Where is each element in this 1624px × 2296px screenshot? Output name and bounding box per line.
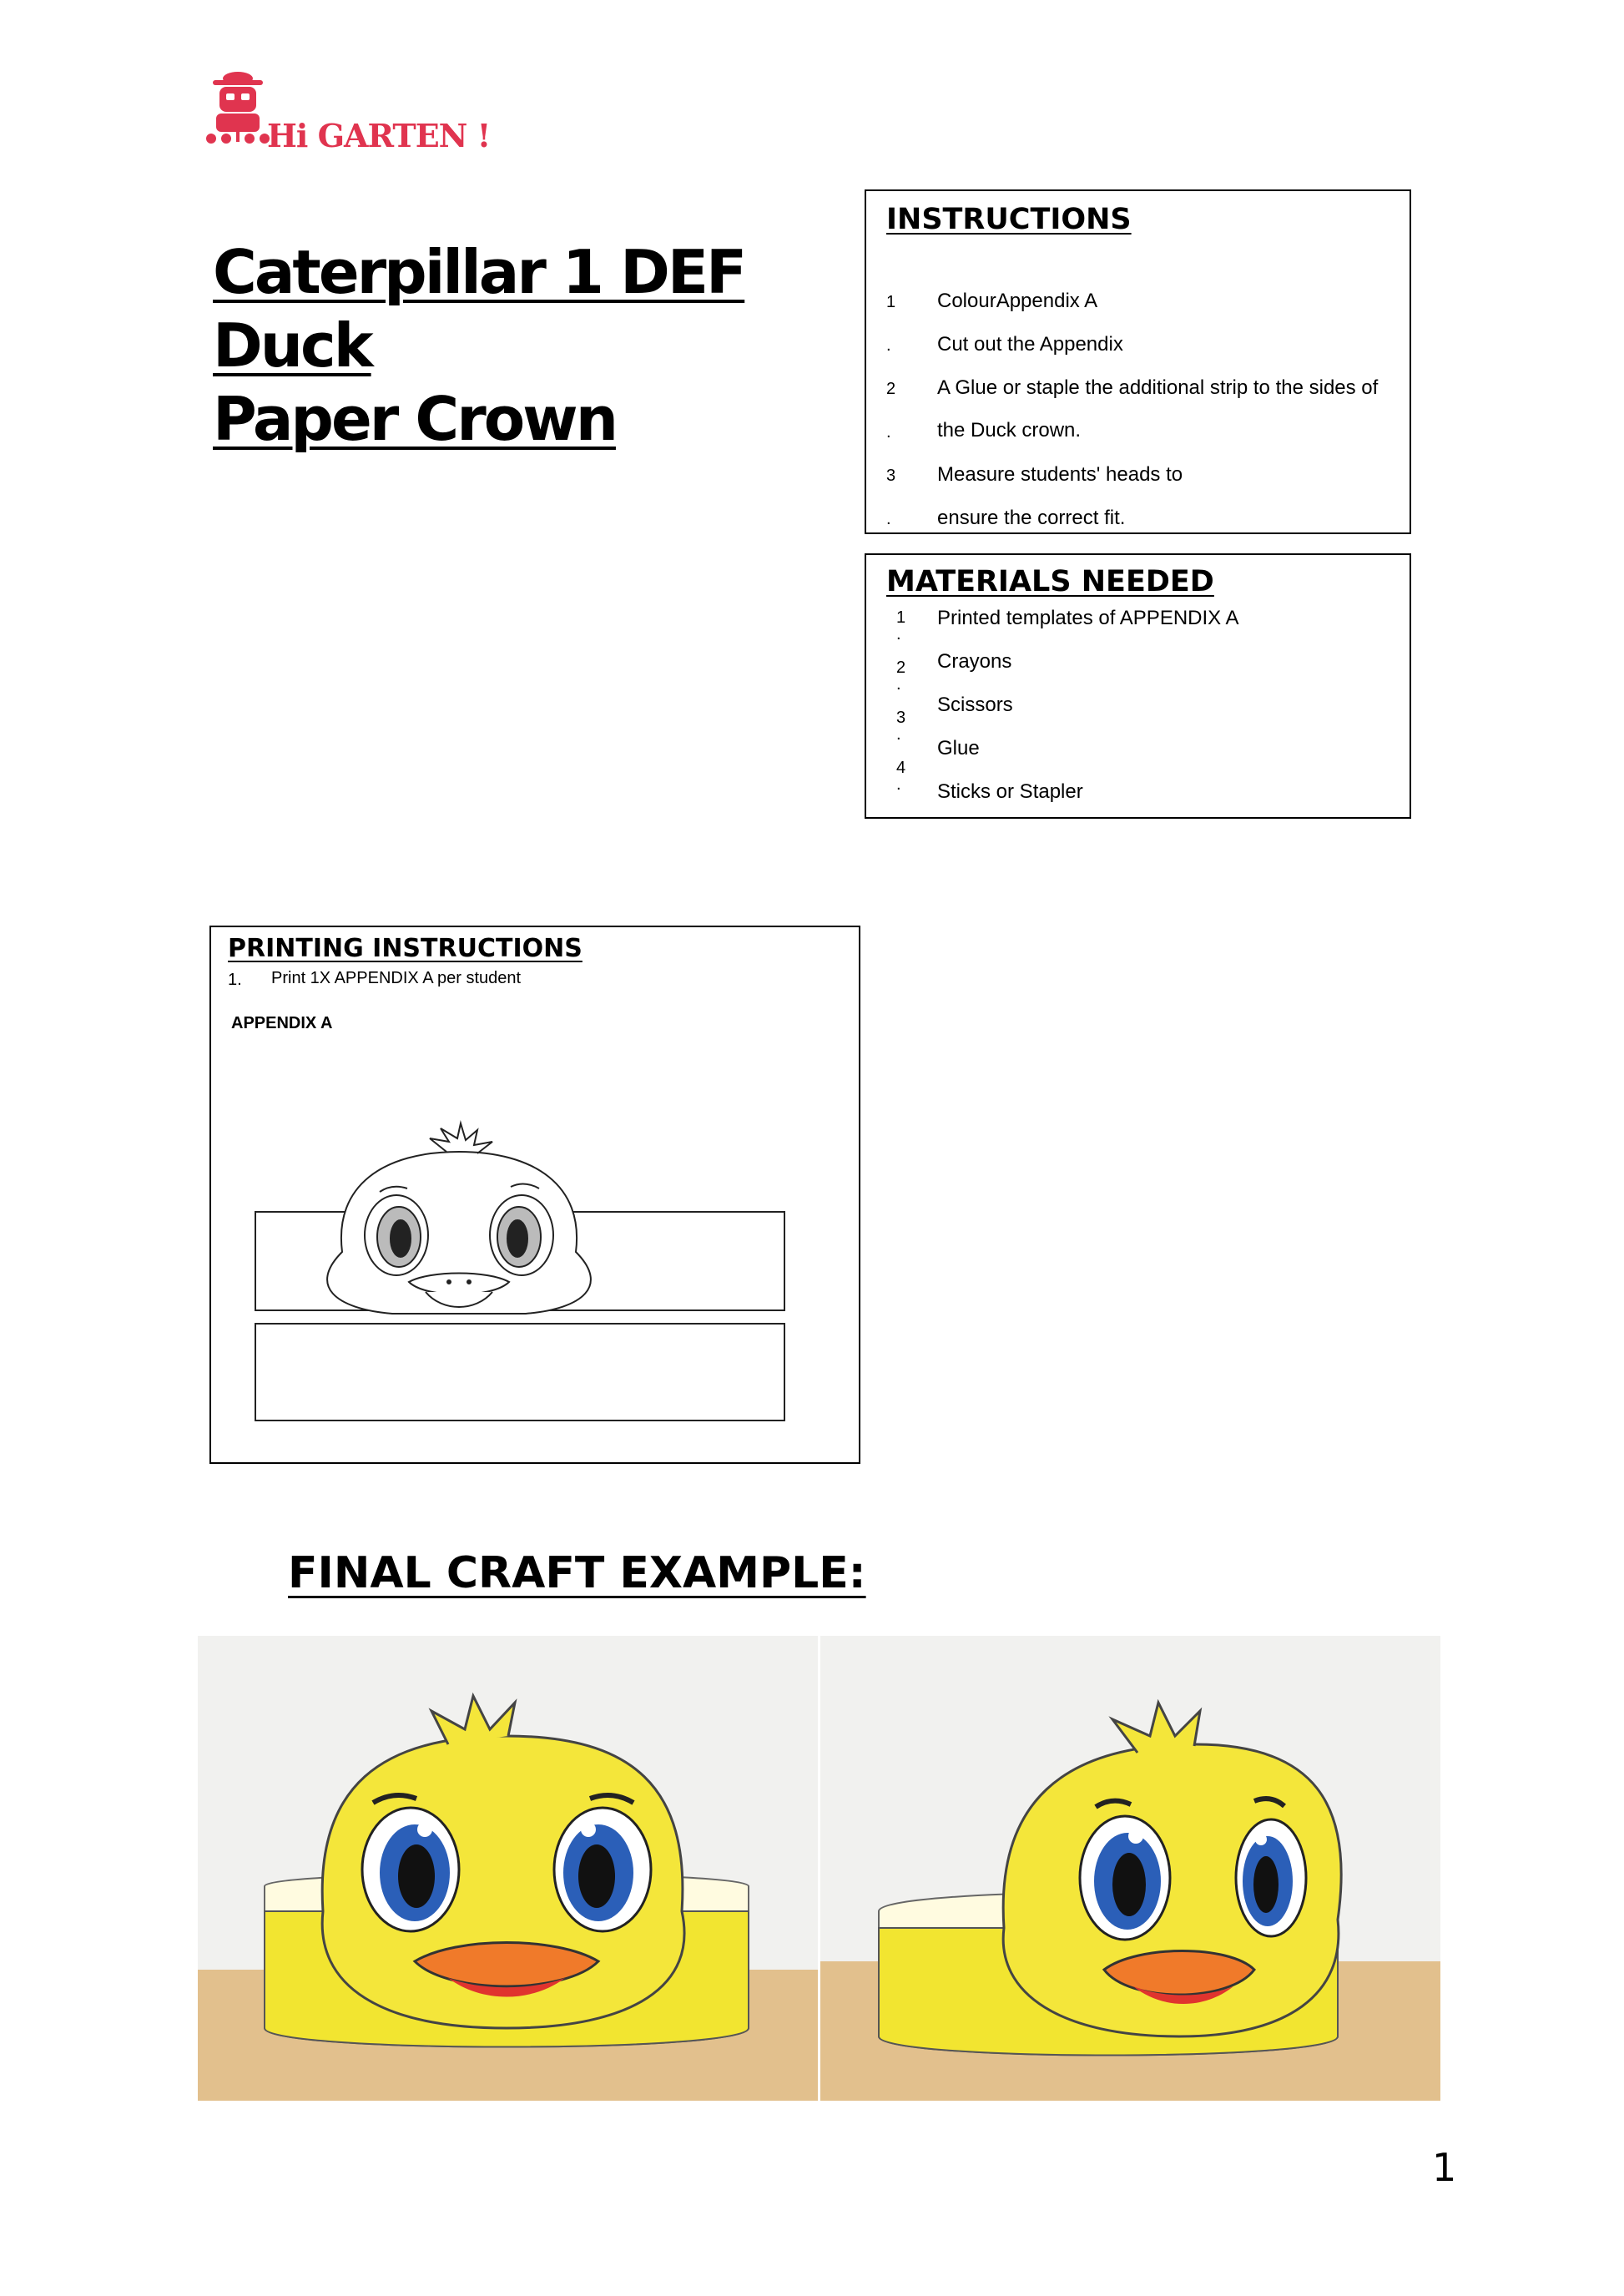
- craft-photo-angle: [820, 1636, 1440, 2101]
- material-item: Printed templates of APPENDIX A: [937, 607, 1239, 629]
- instruction-text: the Duck crown.: [937, 419, 1082, 442]
- instruction-text: ensure the correct fit.: [937, 507, 1126, 529]
- instruction-text: Measure students' heads to: [937, 463, 1183, 486]
- material-number: 1: [896, 608, 906, 627]
- instruction-number: .: [886, 336, 891, 355]
- material-number: 2: [896, 659, 906, 677]
- page-title: [213, 235, 847, 456]
- instructions-heading: INSTRUCTIONS: [886, 203, 1132, 236]
- page-number: 1: [1432, 2145, 1457, 2190]
- material-number-dot: .: [896, 625, 901, 643]
- materials-box: [865, 553, 1411, 819]
- title-line-2: Paper Crown: [213, 384, 616, 454]
- printing-heading: PRINTING INSTRUCTIONS: [228, 934, 583, 963]
- title-line-1: Caterpillar 1 DEF Duck: [213, 237, 745, 381]
- instruction-text: ColourAppendix A: [937, 290, 1098, 312]
- material-item: Crayons: [937, 650, 1012, 673]
- print-step-number: 1.: [228, 971, 242, 989]
- print-step-text: Print 1X APPENDIX A per student: [271, 969, 522, 987]
- instruction-number: .: [886, 510, 891, 528]
- material-number-dot: .: [896, 675, 901, 694]
- instruction-text: A Glue or staple the additional strip to the sides of: [937, 376, 1379, 399]
- material-item: Glue: [937, 737, 980, 759]
- brand-name: Hi GARTEN !: [267, 117, 491, 154]
- instruction-number: 1: [886, 293, 896, 311]
- material-number: 4: [896, 759, 906, 777]
- instruction-number: 2: [886, 380, 896, 398]
- material-number-dot: .: [896, 725, 901, 744]
- craft-photo-front: [198, 1636, 818, 2101]
- instruction-text: Cut out the Appendix: [937, 333, 1123, 356]
- instruction-number: 3: [886, 467, 896, 485]
- appendix-label: APPENDIX A: [231, 1014, 333, 1032]
- instruction-number: .: [886, 423, 891, 442]
- materials-heading: MATERIALS NEEDED: [886, 565, 1214, 598]
- material-item: Sticks or Stapler: [937, 780, 1083, 803]
- material-number: 3: [896, 709, 906, 727]
- final-craft-heading: FINAL CRAFT EXAMPLE:: [288, 1548, 866, 1598]
- instructions-box: [865, 189, 1411, 534]
- material-number-dot: .: [896, 775, 901, 794]
- material-item: Scissors: [937, 694, 1013, 716]
- duck-crown-template: [242, 1093, 793, 1427]
